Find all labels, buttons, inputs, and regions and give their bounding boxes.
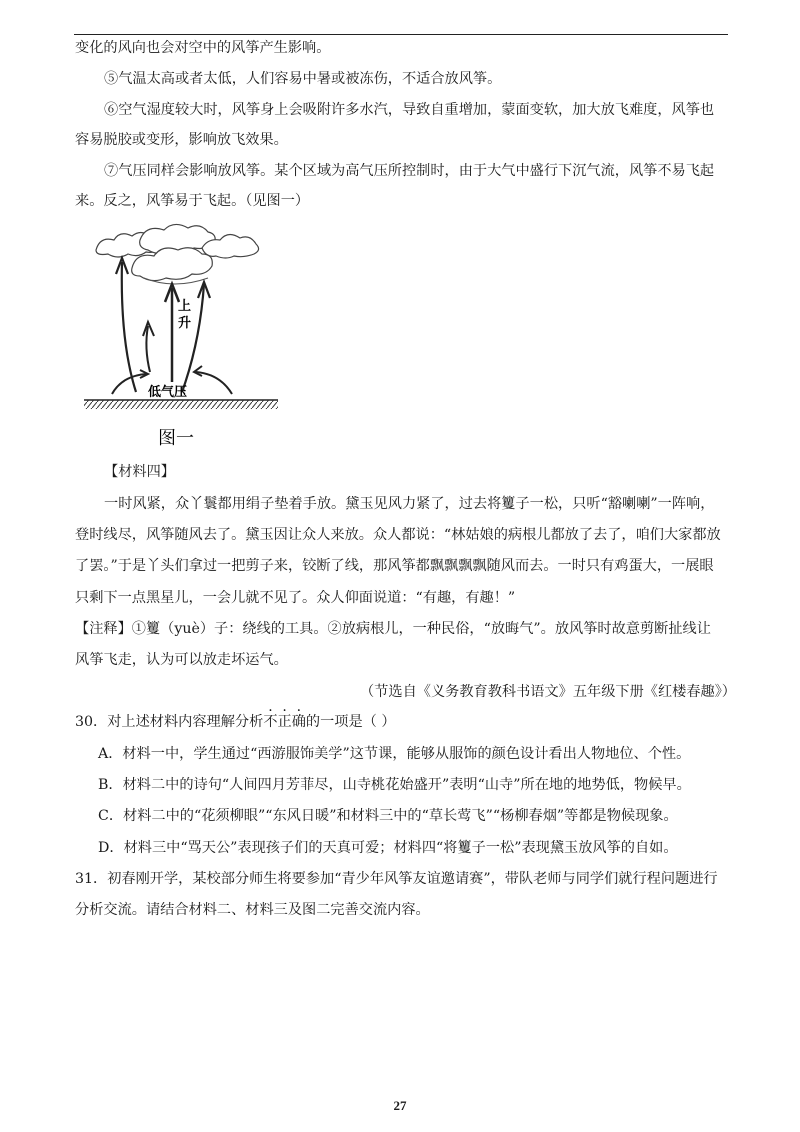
material4-line-1: 一时风紧，众丫鬟都用绢子垫着手放。黛玉见风力紧了，过去将籰子一松，只听“豁喇喇”一阵响， (104, 496, 715, 512)
item-7-line-2: 来。反之，风筝易于飞起。（见图一） (75, 193, 310, 209)
material4-line-3: 了罢。”于是丫头们拿过一把剪子来，铰断了线，那风筝都飘飘飘飘随风而去。一时只有鸡蛋大，一展眼 (75, 558, 714, 574)
item-7-line-1: ⑦气压同样会影响放风筝。某个区域为高气压所控制时，由于大气中盛行下沉气流，风筝不易飞起 (104, 163, 715, 179)
label-low-pressure: 低气压 (148, 385, 188, 400)
label-up-2: 升 (178, 316, 192, 331)
q30-stem-pre: 30．对上述材料内容理解分析 (75, 714, 264, 730)
cloud-icon (96, 224, 259, 280)
q30-option-b: B．材料二中的诗句“人间四月芳菲尽，山寺桃花始盛开”表明“山寺”所在地的地势低，物候早。 (98, 777, 691, 793)
item-6-line-1: ⑥空气湿度较大时，风筝身上会吸附许多水汽，导致自重增加，蒙面变软，加大放飞难度，风筝也 (104, 102, 715, 118)
q30-emph-3: 确 (291, 714, 306, 730)
note-line-1: 【注释】①籰（yuè）子：绕线的工具。②放病根儿，一种民俗，“放晦气”。放风筝时故意剪断扯线让 (75, 621, 711, 637)
q30-stem (75, 712, 396, 732)
q30-option-c: C．材料二中的“花须柳眼”“东风日暖”和材料三中的“草长莺飞”“杨柳春烟”等都是物候现象。 (98, 808, 678, 824)
item-6-line-2: 容易脱胶或变形，影响放飞效果。 (75, 132, 288, 148)
page-number: 27 (393, 1098, 407, 1113)
q30-emph-1: 不 (263, 714, 278, 730)
item-5: ⑤气温太高或者太低，人们容易中暑或被冻伤，不适合放风筝。 (104, 71, 502, 87)
source-line: （节选自《义务教育教科书语文》五年级下册《红楼春趣》） (360, 684, 736, 700)
q30-option-d: D．材料三中“骂天公”表现孩子们的天真可爱；材料四“将籰子一松”表现黛玉放风筝的自如。 (98, 840, 678, 856)
label-up-1: 上 (178, 299, 192, 314)
continuation-line: 变化的风向也会对空中的风筝产生影响。 (75, 40, 331, 56)
q30-option-a: A．材料一中，学生通过“西游服饰美学”这节课，能够从服饰的颜色设计看出人物地位、个性。 (98, 746, 691, 762)
material4-line-2: 登时线尽，风筝随风去了。黛玉因让众人来放。众人都说：“林姑娘的病根儿都放了去了，咱们大家都放 (75, 527, 721, 543)
q31-line-1: 31．初春刚开学，某校部分师生将要参加“青少年风筝友谊邀请赛”，带队老师与同学们就行程问题进行 (75, 871, 718, 887)
q30-stem-post: 的一项是（ ） (305, 714, 396, 730)
note-line-2: 风筝飞走，认为可以放走坏运气。 (75, 652, 288, 668)
figure-low-pressure (82, 222, 282, 452)
top-rule (74, 34, 728, 35)
figure-caption: 图一 (158, 428, 194, 449)
figure-diagram (82, 222, 282, 452)
material4-line-4: 只剩下一点黑星儿，一会儿就不见了。众人仰面说道：“有趣，有趣！” (75, 590, 516, 606)
q30-emph-2: 正 (277, 714, 292, 730)
q31-line-2: 分析交流。请结合材料二、材料三及图二完善交流内容。 (75, 902, 430, 918)
material4-heading: 【材料四】 (104, 464, 175, 480)
